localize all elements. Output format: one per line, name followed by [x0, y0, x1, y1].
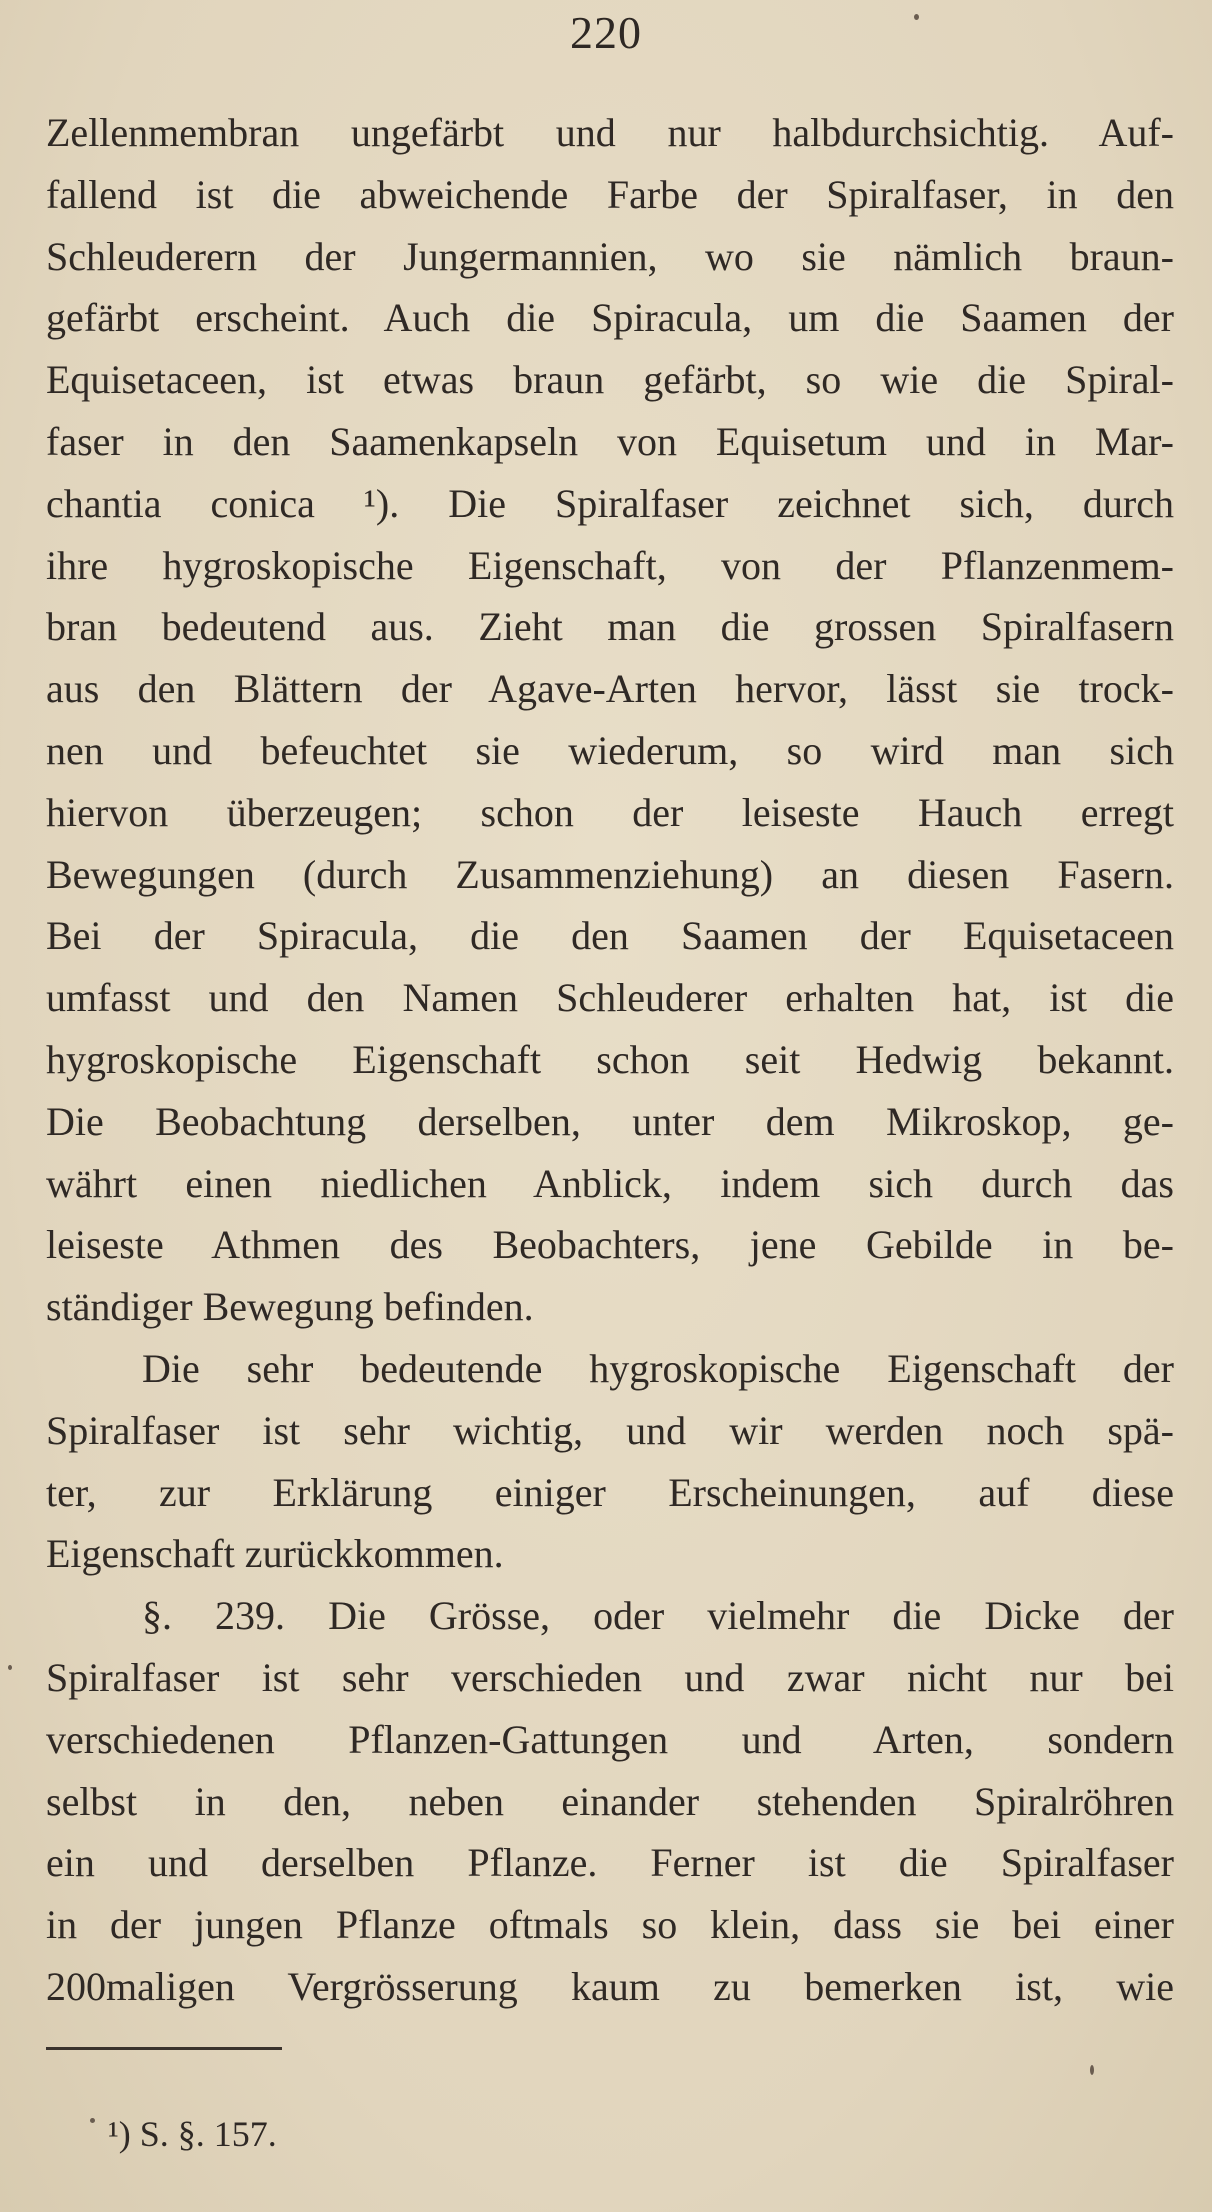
text-line: umfasst und den Namen Schleuderer erhalten hat, ist die [46, 975, 1174, 1021]
text-line: Spiralfaser ist sehr wichtig, und wir werden noch spä- [46, 1407, 1174, 1453]
paper-speck [90, 2118, 95, 2123]
text-line: Bei der Spiracula, die den Saamen der Equisetaceen [46, 913, 1174, 959]
paper-speck [914, 14, 919, 20]
section-start-line: §. 239. Die Grösse, oder vielmehr die Dicke der [142, 1593, 1174, 1639]
text-line: aus den Blättern der Agave-Arten hervor, lässt sie trock- [46, 666, 1174, 712]
text-line: hygroskopische Eigenschaft schon seit Hedwig bekannt. [46, 1036, 1174, 1082]
paragraph-start-line: Die sehr bedeutende hygroskopische Eigenschaft der [142, 1345, 1174, 1391]
paper-speck [1090, 2065, 1094, 2075]
text-line: in der jungen Pflanze oftmals so klein, dass sie bei einer [46, 1902, 1174, 1948]
footnote-separator [46, 2047, 282, 2050]
text-line: gefärbt erscheint. Auch die Spiracula, um die Saamen der [46, 295, 1174, 341]
text-line: ter, zur Erklärung einiger Erscheinungen, auf diese [46, 1469, 1174, 1515]
footnote: ¹) S. §. 157. [108, 2114, 277, 2154]
text-line: Die Beobachtung derselben, unter dem Mikroskop, ge- [46, 1098, 1174, 1144]
text-line: bran bedeutend aus. Zieht man die grossen Spiralfasern [46, 604, 1174, 650]
page-number: 220 [570, 7, 642, 58]
body-text [46, 102, 1174, 2018]
text-line: währt einen niedlichen Anblick, indem sich durch das [46, 1160, 1174, 1206]
text-line: verschiedenen Pflanzen-Gattungen und Arten, sondern [46, 1716, 1174, 1762]
text-line: faser in den Saamenkapseln von Equisetum und in Mar- [46, 418, 1174, 464]
text-line: selbst in den, neben einander stehenden Spiralröhren [46, 1778, 1174, 1824]
text-line: 200maligen Vergrösserung kaum zu bemerken ist, wie [46, 1963, 1174, 2009]
text-line: ein und derselben Pflanze. Ferner ist die Spiralfaser [46, 1840, 1174, 1886]
text-line: chantia conica ¹). Die Spiralfaser zeichnet sich, durch [46, 480, 1174, 526]
text-line: Bewegungen (durch Zusammenziehung) an diesen Fasern. [46, 851, 1174, 897]
text-line: leiseste Athmen des Beobachters, jene Gebilde in be- [46, 1222, 1174, 1268]
paper-speck [8, 1665, 12, 1670]
text-line: Spiralfaser ist sehr verschieden und zwar nicht nur bei [46, 1654, 1174, 1700]
paragraph-end-line: Eigenschaft zurückkommen. [46, 1531, 504, 1577]
paragraph-end-line: ständiger Bewegung befinden. [46, 1284, 534, 1330]
text-line: Equisetaceen, ist etwas braun gefärbt, so wie die Spiral- [46, 357, 1174, 403]
text-line: Schleuderern der Jungermannien, wo sie nämlich braun- [46, 233, 1174, 279]
text-line: hiervon überzeugen; schon der leiseste Hauch erregt [46, 789, 1174, 835]
text-line: fallend ist die abweichende Farbe der Spiralfaser, in den [46, 171, 1174, 217]
text-line: ihre hygroskopische Eigenschaft, von der Pflanzenmem- [46, 542, 1174, 588]
text-line: nen und befeuchtet sie wiederum, so wird man sich [46, 727, 1174, 773]
text-line: Zellenmembran ungefärbt und nur halbdurchsichtig. Auf- [46, 110, 1174, 155]
